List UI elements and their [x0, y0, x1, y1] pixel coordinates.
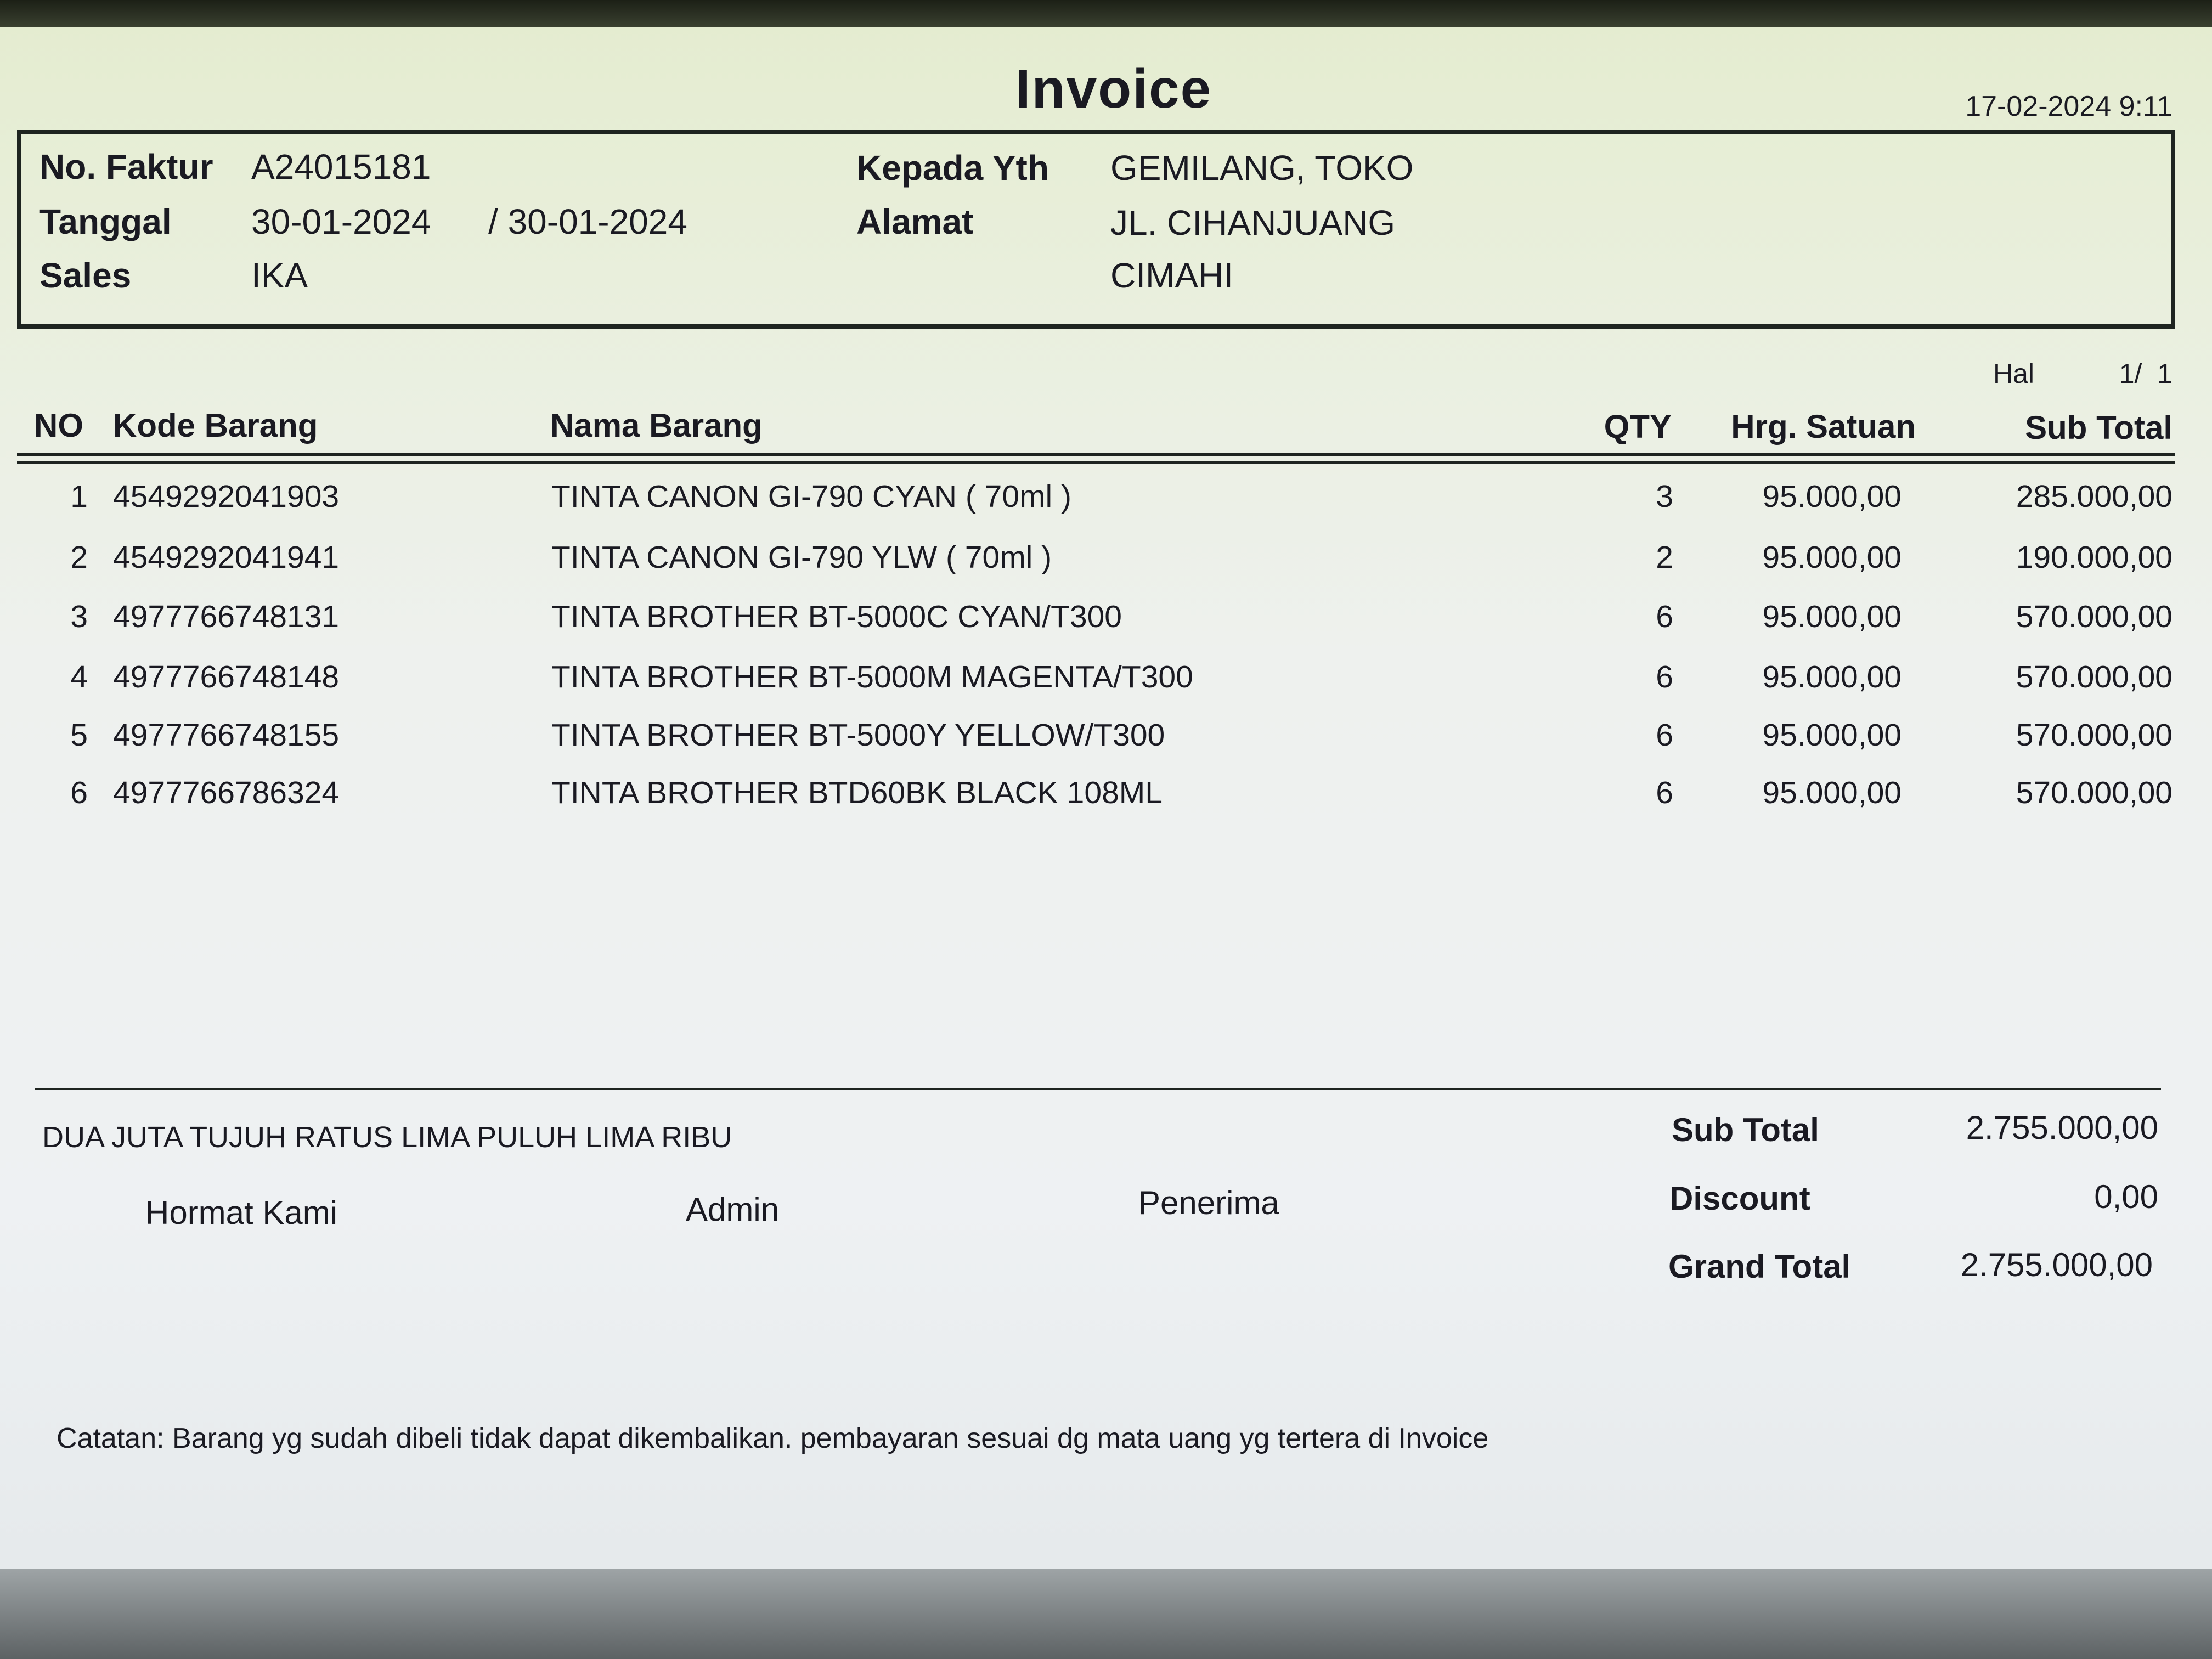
signature-admin: Admin	[686, 1191, 780, 1228]
col-qty: QTY	[1604, 408, 1672, 445]
note-text: Catatan: Barang yg sudah dibeli tidak dapat dikembalikan. pembayaran sesuai dg mata uang yg tertera di Invoice	[57, 1423, 1489, 1454]
cell-harga: 95.000,00	[1762, 659, 1901, 695]
cell-kode: 4977766748148	[113, 659, 340, 695]
cell-nama: TINTA BROTHER BTD60BK BLACK 108ML	[551, 775, 1163, 810]
signature-hormat-kami: Hormat Kami	[145, 1194, 338, 1231]
cell-subtotal: 190.000,00	[2016, 540, 2172, 575]
sales-value: IKA	[251, 256, 308, 295]
cell-qty: 6	[1656, 659, 1673, 695]
monitor-bezel-bottom	[0, 1569, 2212, 1659]
cell-subtotal: 570.000,00	[2016, 718, 2172, 753]
cell-subtotal: 570.000,00	[2016, 775, 2172, 810]
tanggal-value: 30-01-2024	[251, 202, 431, 241]
amount-in-words: DUA JUTA TUJUH RATUS LIMA PULUH LIMA RIBU	[42, 1121, 732, 1154]
cell-qty: 6	[1656, 599, 1673, 634]
cell-qty: 6	[1656, 718, 1673, 753]
discount-label: Discount	[1669, 1180, 1810, 1217]
cell-qty: 2	[1656, 540, 1673, 575]
cell-nama: TINTA CANON GI-790 YLW ( 70ml )	[551, 540, 1052, 575]
cell-subtotal: 570.000,00	[2016, 599, 2172, 634]
discount-value: 0,00	[2094, 1178, 2158, 1215]
cell-no: 6	[70, 775, 88, 810]
cell-harga: 95.000,00	[1762, 479, 1901, 514]
header-divider-bottom	[17, 461, 2175, 464]
cell-harga: 95.000,00	[1762, 599, 1901, 634]
alamat-line-2: CIMAHI	[1110, 256, 1233, 295]
sales-label: Sales	[40, 256, 132, 295]
cell-no: 1	[70, 479, 88, 514]
alamat-label: Alamat	[856, 202, 974, 241]
header-divider-top	[17, 453, 2175, 456]
cell-subtotal: 285.000,00	[2016, 479, 2172, 514]
page-number: 1/ 1	[2119, 358, 2172, 389]
cell-harga: 95.000,00	[1762, 775, 1901, 810]
col-harga-satuan: Hrg. Satuan	[1731, 408, 1916, 445]
invoice-title: Invoice	[1015, 58, 1212, 120]
no-faktur-label: No. Faktur	[40, 147, 213, 187]
col-nama-barang: Nama Barang	[550, 407, 763, 444]
printed-timestamp: 17-02-2024 9:11	[1965, 91, 2172, 122]
cell-subtotal: 570.000,00	[2016, 659, 2172, 695]
cell-harga: 95.000,00	[1762, 718, 1901, 753]
no-faktur-value: A24015181	[251, 147, 431, 187]
cell-kode: 4977766748155	[113, 718, 340, 753]
cell-nama: TINTA BROTHER BT-5000M MAGENTA/T300	[551, 659, 1193, 695]
tanggal-label: Tanggal	[40, 202, 172, 241]
cell-no: 2	[70, 540, 88, 575]
monitor-bezel-top	[0, 0, 2212, 27]
col-no: NO	[34, 407, 83, 444]
cell-harga: 95.000,00	[1762, 540, 1901, 575]
cell-kode: 4549292041941	[113, 540, 340, 575]
col-kode-barang: Kode Barang	[113, 407, 318, 444]
kepada-value: GEMILANG, TOKO	[1110, 148, 1414, 188]
col-sub-total: Sub Total	[2025, 409, 2172, 446]
cell-no: 3	[70, 599, 88, 634]
kepada-label: Kepada Yth	[856, 148, 1049, 188]
cell-no: 4	[70, 659, 88, 695]
cell-nama: TINTA BROTHER BT-5000C CYAN/T300	[551, 599, 1122, 634]
cell-kode: 4549292041903	[113, 479, 340, 514]
cell-nama: TINTA CANON GI-790 CYAN ( 70ml )	[551, 479, 1072, 514]
subtotal-value: 2.755.000,00	[1966, 1109, 2158, 1146]
grand-total-value: 2.755.000,00	[1960, 1246, 2153, 1283]
cell-qty: 3	[1656, 479, 1673, 514]
subtotal-label: Sub Total	[1672, 1111, 1819, 1148]
grand-total-label: Grand Total	[1668, 1248, 1851, 1285]
tanggal-value-2: / 30-01-2024	[488, 202, 687, 241]
footer-divider	[35, 1088, 2161, 1090]
cell-qty: 6	[1656, 775, 1673, 810]
cell-nama: TINTA BROTHER BT-5000Y YELLOW/T300	[551, 718, 1165, 753]
cell-no: 5	[70, 718, 88, 753]
cell-kode: 4977766748131	[113, 599, 340, 634]
page-label: Hal	[1993, 358, 2035, 389]
cell-kode: 4977766786324	[113, 775, 340, 810]
signature-penerima: Penerima	[1138, 1184, 1279, 1221]
alamat-line-1: JL. CIHANJUANG	[1110, 203, 1396, 242]
